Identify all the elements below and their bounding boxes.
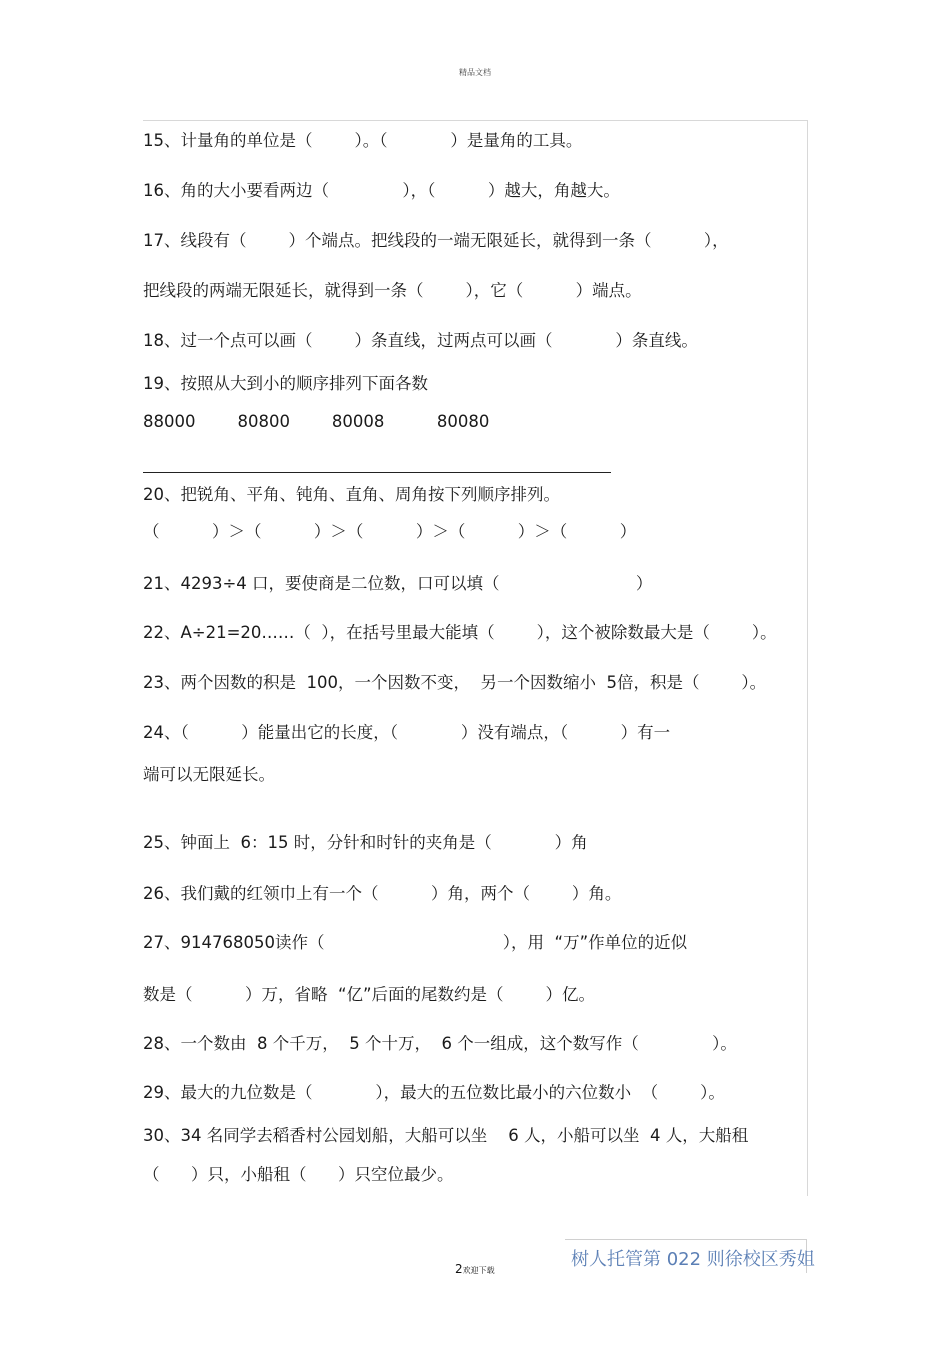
question-24-cont: 端可以无限延长。 <box>143 765 275 784</box>
page-number: 2 <box>455 1262 463 1276</box>
question-15: 15、计量角的单位是（ ）。（ ）是量角的工具。 <box>143 131 583 150</box>
watermark-stamp <box>565 1239 815 1273</box>
question-27-cont: 数是（ ）万，省略 “亿”后面的尾数约是（ ）亿。 <box>143 985 595 1004</box>
page-header: 精品文档 <box>459 68 491 77</box>
page-footer <box>455 1262 495 1276</box>
question-19-numbers: 88000 80800 80008 80080 <box>143 412 490 431</box>
question-29: 29、最大的九位数是（ ），最大的五位数比最小的六位数小 （ ）。 <box>143 1083 725 1102</box>
question-19: 19、按照从大到小的顺序排列下面各数 <box>143 374 428 393</box>
question-17-cont: 把线段的两端无限延长，就得到一条（ ），它（ ）端点。 <box>143 281 642 300</box>
watermark-text: 树人托管第 022 则徐校区秀姐 <box>571 1249 815 1270</box>
question-30: 30、34 名同学去稻香村公园划船，大船可以坐 6 人，小船可以坐 4 人，大船租 <box>143 1126 749 1145</box>
question-17: 17、线段有（ ）个端点。把线段的一端无限延长，就得到一条（ ）， <box>143 231 729 250</box>
answer-line <box>143 472 611 473</box>
question-26: 26、我们戴的红领巾上有一个（ ）角，两个（ ）角。 <box>143 884 622 903</box>
question-22: 22、A÷21=20……（ ），在括号里最大能填（ ），这个被除数最大是（ ）。 <box>143 623 777 642</box>
question-18: 18、过一个点可以画（ ）条直线，过两点可以画（ ）条直线。 <box>143 331 698 350</box>
question-27: 27、914768050读作（ ），用 “万”作单位的近似 <box>143 933 688 952</box>
question-21: 21、4293÷4 口，要使商是二位数，口可以填（ ） <box>143 574 653 593</box>
question-16: 16、角的大小要看两边（ ），（ ）越大，角越大。 <box>143 181 620 200</box>
question-24: 24、（ ）能量出它的长度，（ ）没有端点，（ ）有一 <box>143 723 671 742</box>
question-28: 28、一个数由 8 个千万， 5 个十万， 6 个一组成，这个数写作（ ）。 <box>143 1034 737 1053</box>
question-20-blanks: （ ）＞（ ）＞（ ）＞（ ）＞（ ） <box>143 522 637 541</box>
question-23: 23、两个因数的积是 100，一个因数不变， 另一个因数缩小 5倍，积是（ ）。 <box>143 673 767 692</box>
question-25: 25、钟面上 6：15 时，分针和时针的夹角是（ ）角 <box>143 833 588 852</box>
question-20: 20、把锐角、平角、钝角、直角、周角按下列顺序排列。 <box>143 485 560 504</box>
question-30-cont: （ ）只，小船租（ ）只空位最少。 <box>143 1165 454 1184</box>
footer-note: 欢迎下载 <box>462 1266 495 1275</box>
